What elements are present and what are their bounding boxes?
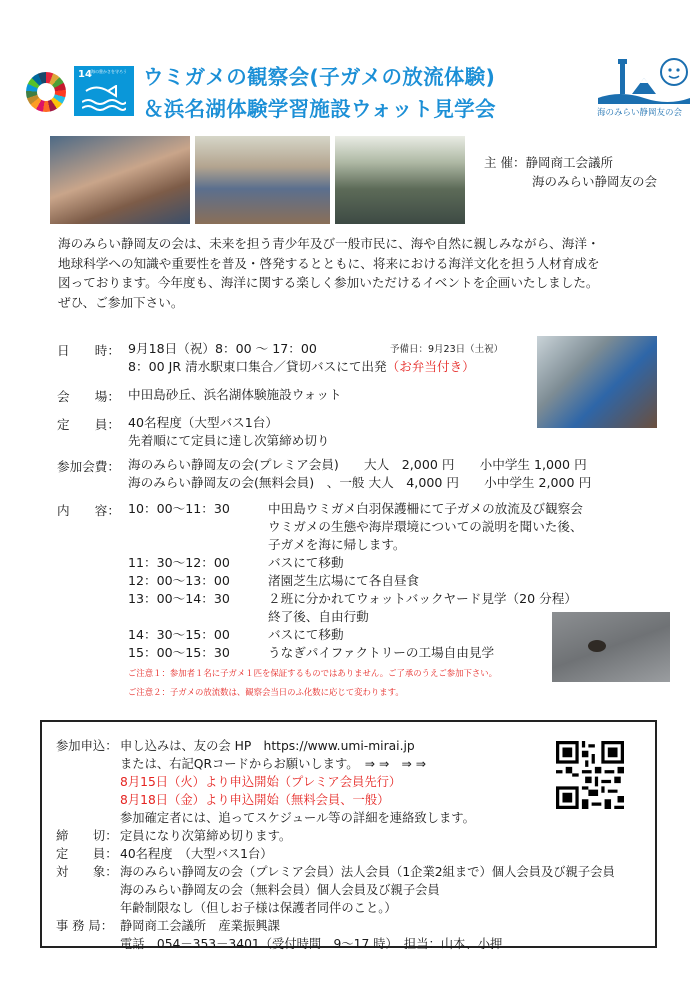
fish-icon	[82, 85, 126, 111]
schedule-time: 15：00～15：30	[128, 645, 230, 660]
capacity-note: 先着順にて定員に達し次第締め切り	[128, 433, 330, 448]
apply-confirmation-note: 参加確定者には、追ってスケジュール等の詳細を連絡致します。	[120, 811, 475, 825]
sdg-goal-text: 海の豊かさを守ろう	[91, 69, 127, 74]
turtle-icon	[588, 640, 606, 652]
app-capacity-value: 40名程度 （大型バス1台）	[120, 847, 273, 861]
sdg-14-badge	[74, 66, 134, 116]
schedule-desc: バスにて移動	[268, 627, 344, 642]
apply-label: 参加申込：	[56, 739, 118, 753]
venue-label: 会 場：	[57, 389, 120, 404]
app-capacity-label: 定 員：	[56, 847, 118, 861]
logo-caption: 海のみらい静岡友の会	[597, 108, 683, 118]
schedule-desc: ウミガメの生態や海岸環境についての説明を聞いた後、	[268, 519, 583, 534]
venue-value: 中田島砂丘、浜名湖体験施設ウォット	[128, 387, 342, 402]
target-age: 年齢制限なし（但しお子様は保護者同伴のこと。）	[120, 901, 397, 915]
schedule-time: 13：00～14：30	[128, 591, 230, 606]
lunch-included-note: （お弁当付き）	[386, 359, 475, 374]
organizer-line2: 海のみらい静岡友の会	[532, 174, 658, 189]
date-meeting-text: 8：00 JR 清水駅東口集合／貸切バスにて出発	[128, 359, 387, 374]
photo-children-hands	[50, 136, 190, 224]
deadline-value: 定員になり次第締め切ります。	[120, 829, 292, 843]
fee-premium: 海のみらい静岡友の会(プレミア会員) 大人 2,000 円 小中学生 1,000 円	[128, 457, 587, 472]
capacity-label: 定 員：	[57, 417, 120, 432]
schedule-desc: 中田島ウミガメ白羽保護柵にて子ガメの放流及び観察会	[268, 501, 583, 516]
intro-paragraph	[58, 234, 678, 312]
target-label: 対 象：	[56, 865, 118, 879]
office-name: 静岡商工会議所 産業振興課	[120, 919, 280, 933]
office-contact: 電話 054－353－3401（受付時間 9～17 時） 担当：山本、小押	[120, 937, 503, 951]
header	[0, 0, 700, 130]
apply-website-line[interactable]: 申し込みは、友の会 HP https://www.umi-mirai.jp	[120, 739, 415, 753]
photo-children-group	[195, 136, 330, 224]
schedule-desc: 子ガメを海に帰します。	[268, 537, 406, 552]
intro-line: 海のみらい静岡友の会は、未来を担う青少年及び一般市民に、海や自然に親しみながら、海洋・	[58, 236, 600, 251]
date-main: 9月18日（祝）8：00 ～ 17：00	[128, 341, 317, 356]
photo-aquarium-facility	[335, 136, 465, 224]
intro-line: 地球科学への知識や重要性を普及・啓発するとともに、将来における海洋文化を担う人材育成を	[58, 255, 600, 271]
caution-note-1: ご注意１：参加者１名に子ガメ１匹を保証するものではありません。ご了承のうえご参加下さい。	[128, 668, 498, 678]
intro-line: 図っております。今年度も、海洋に関する楽しく参加いただけるイベントを企画いたしました。	[58, 275, 599, 290]
schedule-desc: 終了後、自由行動	[268, 609, 369, 624]
schedule-desc: うなぎパイファクトリーの工場自由見学	[268, 645, 495, 660]
schedule-time: 10：00～11：30	[128, 501, 230, 516]
schedule-time: 11：30～12：00	[128, 555, 230, 570]
apply-start-general: 8月18日（金）より申込開始（無料会員、一般）	[120, 793, 390, 807]
date-reserve: 予備日：9月23日（土祝）	[390, 344, 504, 355]
organizer-line1: 主 催：静岡商工会議所	[484, 155, 613, 170]
fee-label: 参加会費：	[57, 459, 120, 474]
target-premium: 海のみらい静岡友の会（プレミア会員）法人会員（1企業2組まで）個人会員及び親子会員	[120, 865, 615, 879]
apply-start-premium: 8月15日（火）より申込開始（プレミア会員先行）	[120, 775, 402, 789]
caution-note-2: ご注意２：子ガメの放流数は、観察会当日のふ化数に応じて変わります。	[128, 687, 404, 697]
content-label: 内 容：	[57, 503, 120, 518]
fee-free-general: 海のみらい静岡友の会(無料会員) 、一般 大人 4,000 円 小中学生 2,000 円	[128, 475, 592, 490]
qr-code-icon[interactable]	[556, 741, 624, 809]
office-label: 事 務 局：	[56, 919, 114, 933]
deadline-label: 締 切：	[56, 829, 118, 843]
event-title-line1: ウミガメの観察会(子ガメの放流体験)	[143, 65, 496, 89]
photo-instructor-children	[537, 336, 657, 428]
schedule-desc: バスにて移動	[268, 555, 344, 570]
sdg-number: 14	[78, 69, 92, 80]
photo-baby-turtle	[552, 612, 670, 682]
schedule-time: 12：00～13：00	[128, 573, 230, 588]
sdgs-wheel-logo	[26, 72, 66, 112]
intro-line: ぜひ、ご参加下さい。	[58, 294, 184, 310]
event-title-line2: ＆浜名湖体験学習施設ウォット見学会	[143, 97, 496, 121]
date-label: 日 時：	[57, 343, 120, 358]
date-meeting	[128, 358, 475, 376]
schedule-time: 14：30～15：00	[128, 627, 230, 642]
target-free: 海のみらい静岡友の会（無料会員）個人会員及び親子会員	[120, 883, 440, 897]
capacity-value: 40名程度（大型バス1台）	[128, 415, 278, 430]
schedule-desc: 渚園芝生広場にて各自昼食	[268, 573, 420, 588]
apply-qr-line: または、右記QRコードからお願いします。 ⇒ ⇒ ⇒ ⇒	[120, 757, 427, 771]
schedule-desc: ２班に分かれてウォットバックヤード見学（20 分程）	[268, 591, 577, 606]
